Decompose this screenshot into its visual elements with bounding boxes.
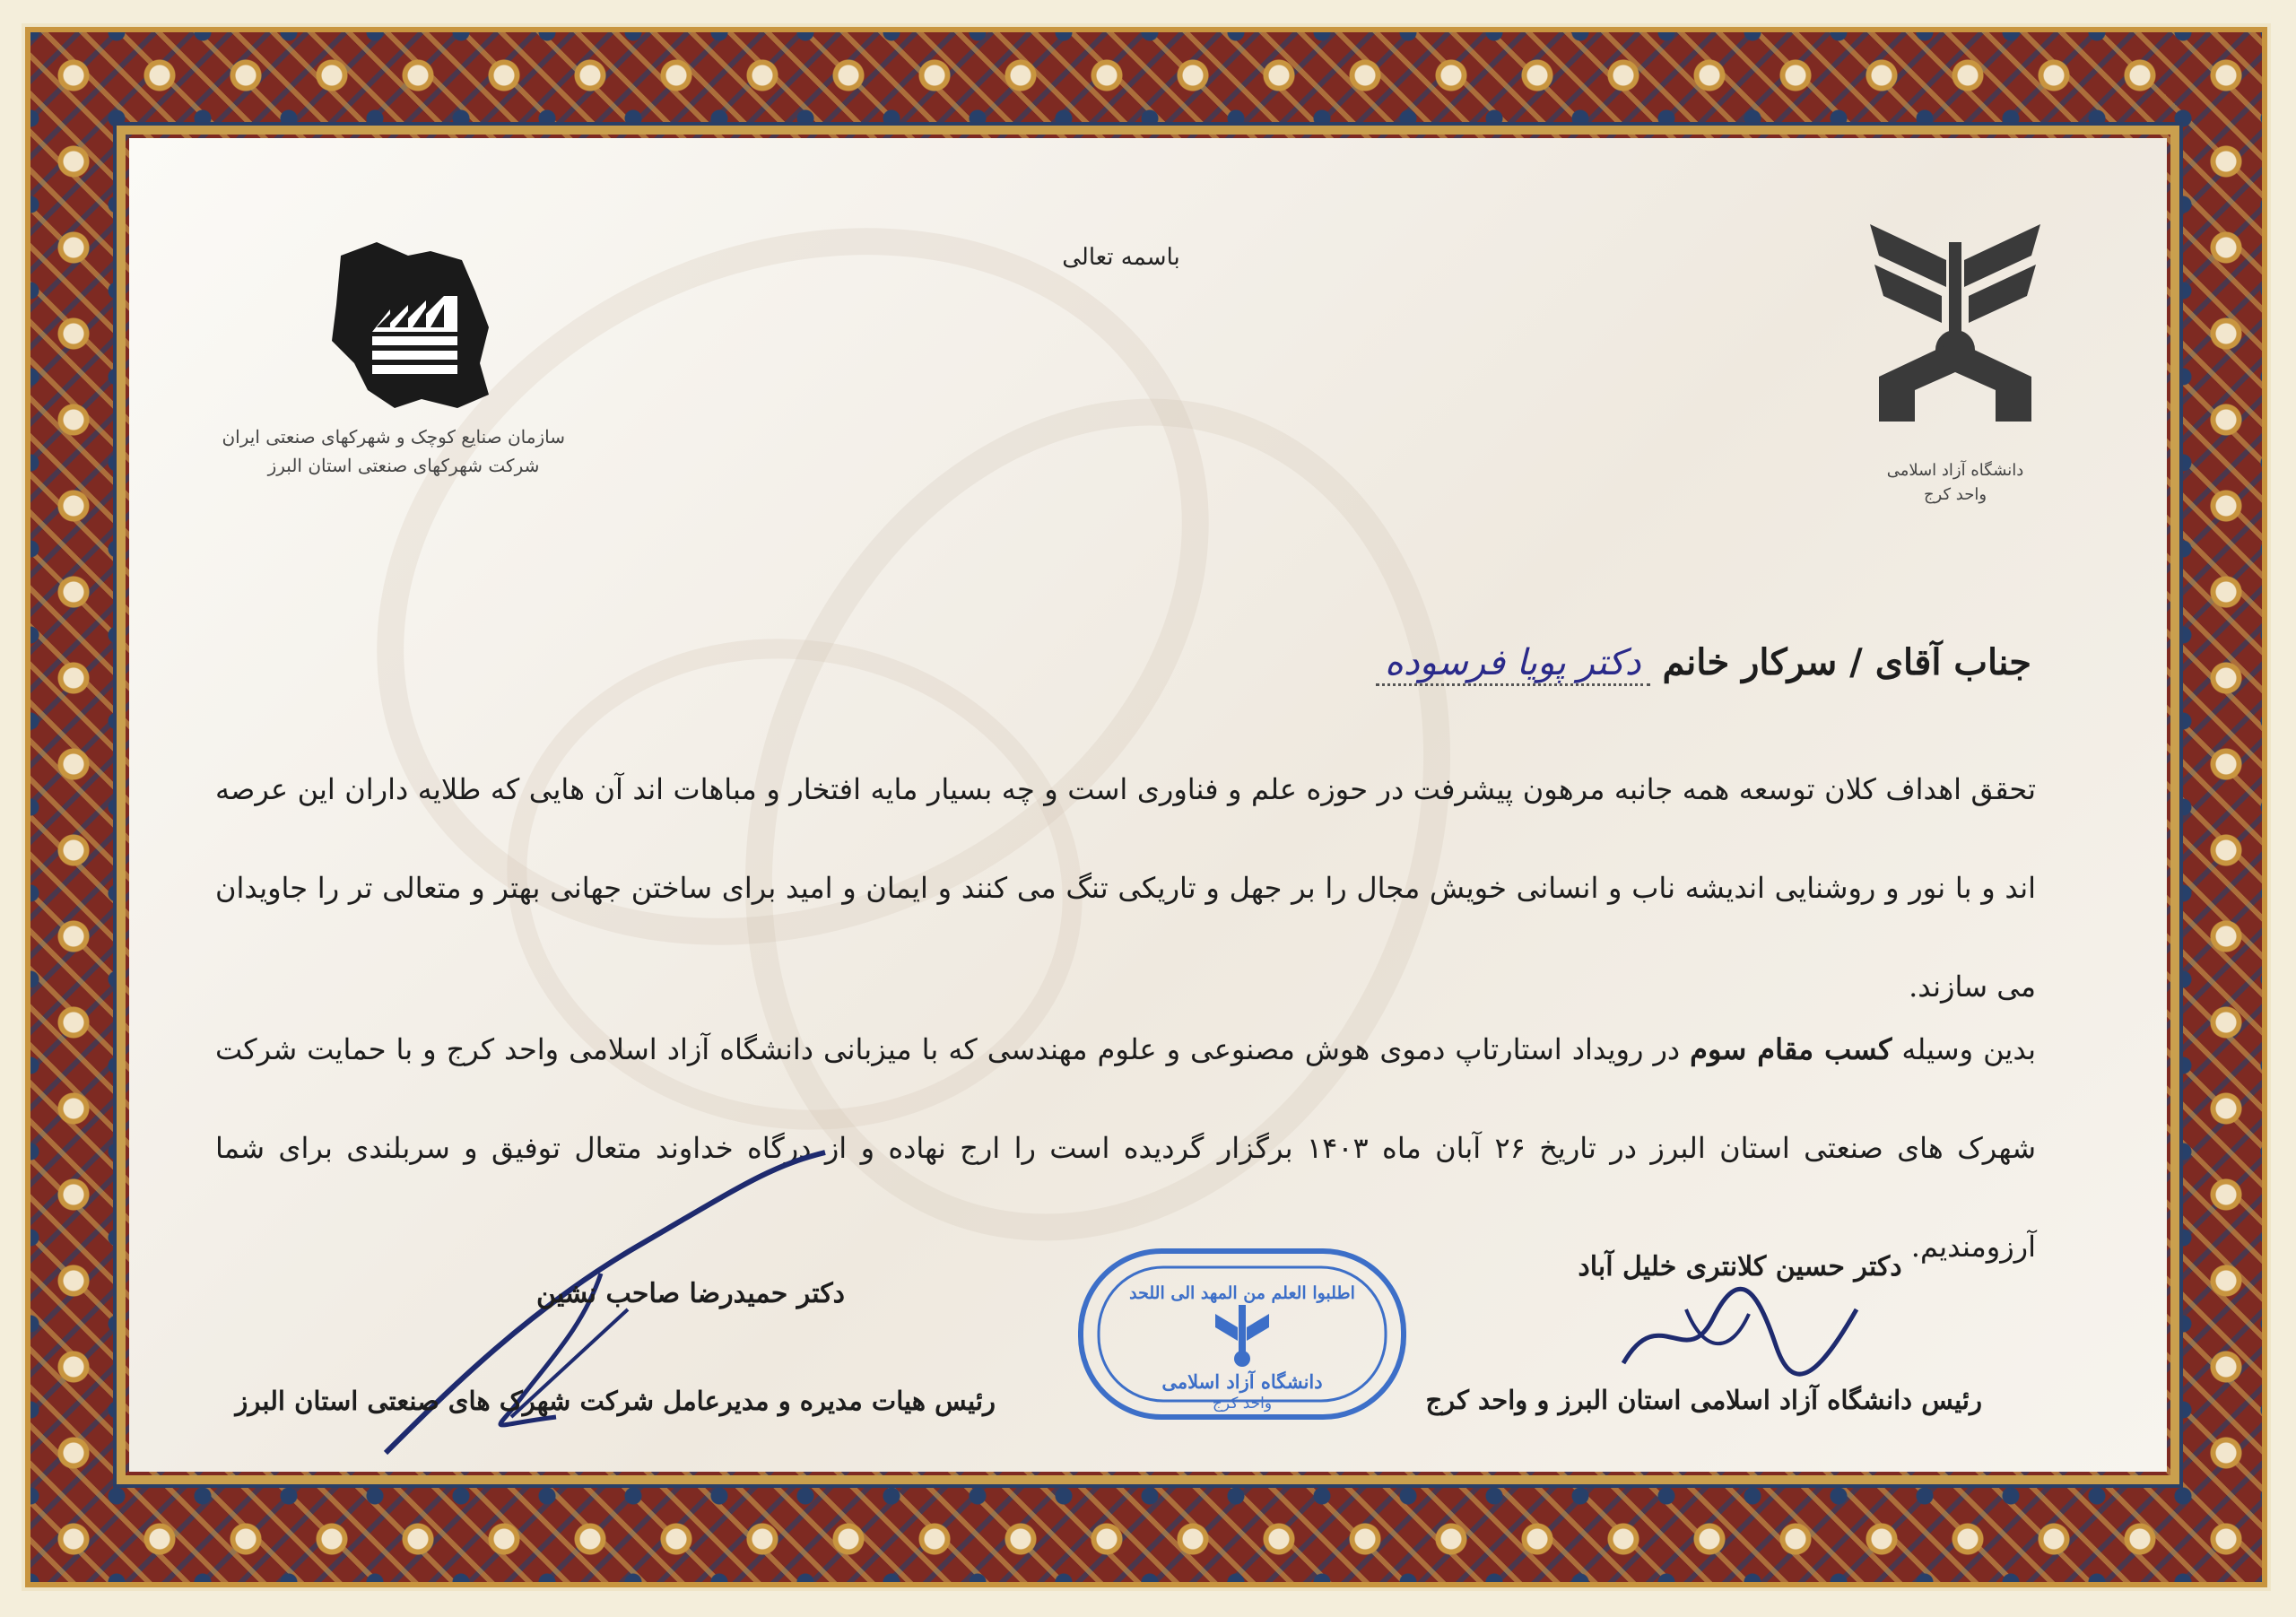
- signature-left-icon: [377, 1148, 843, 1471]
- logo-right-line1: دانشگاه آزاد اسلامی: [1886, 461, 2024, 480]
- signature-block-right: [1425, 1251, 1982, 1415]
- seal-sub-text: واحد کرج: [1212, 1395, 1273, 1413]
- logo-right-line2: واحد کرج: [1923, 485, 1987, 504]
- logo-left-line2: شرکت شهرکهای صنعتی استان البرز: [267, 455, 540, 476]
- iran-map-factory-icon: [305, 229, 502, 426]
- recipient-line: [448, 641, 2031, 683]
- seal-top-text: اطلبوا العلم من المهد الی اللحد: [1129, 1283, 1355, 1303]
- seal-bottom-text: دانشگاه آزاد اسلامی: [1161, 1370, 1323, 1393]
- islamic-azad-university-icon: [1861, 206, 2049, 457]
- logo-left-line1: سازمان صنایع کوچک و شهرکهای صنعتی ایران: [222, 426, 565, 448]
- signer-right-title: رئیس دانشگاه آزاد اسلامی استان البرز و واحد کرج: [1425, 1385, 1982, 1415]
- logo-azad-university: [1861, 206, 2049, 504]
- signer-left-title: رئیس هیات مدیره و مدیرعامل شرکت شهرک های صنعتی استان البرز: [235, 1386, 996, 1416]
- official-seal: [1072, 1242, 1413, 1426]
- heading-basmala: باسمه تعالی: [1062, 244, 1180, 271]
- signature-right-icon: [1605, 1282, 1874, 1381]
- p2-before: بدین وسیله: [1901, 1032, 2037, 1066]
- salutation: جناب آقای / سرکار خانم: [1662, 641, 2031, 683]
- p2-after: در رویداد استارتاپ دموی هوش مصنوعی و علوم مهندسی که با میزبانی دانشگاه آزاد اسلامی واحد کرج و با حمایت شرکت شهرک های صنعتی استان البرز در تاریخ ۲۶ آبان ماه ۱۴۰۳ برگزار گردیده است را ارج نهاده و از درگاه خداوند متعال توفیق و سربلندی برای شما آرزومندیم.: [215, 1032, 2037, 1264]
- recipient-name: دکتر پویا فرسوده: [1376, 642, 1650, 686]
- logo-industrial-parks: [222, 229, 565, 476]
- paragraph-1: تحقق اهداف کلان توسعه همه جانبه مرهون پیشرفت در حوزه علم و فناوری است و چه بسیار مایه افتخار و مباهات اند آن هایی که طلایه داران این عرصه اند و با نور و روشنایی اندیشه ناب و انسانی خویش مجال را بر جهل و تاریکی تنگ می کنند و ایمان و امید برای ساختن جهانی بهتر و متعالی تر را جاویدان می سازند.: [215, 772, 2036, 1004]
- signer-right-name: دکتر حسین کلانتری خلیل آباد: [1578, 1251, 1902, 1282]
- p2-highlight: کسب مقام سوم: [1690, 1032, 1892, 1066]
- signer-left-name: دکتر حمیدرضا صاحب نشین: [536, 1278, 845, 1309]
